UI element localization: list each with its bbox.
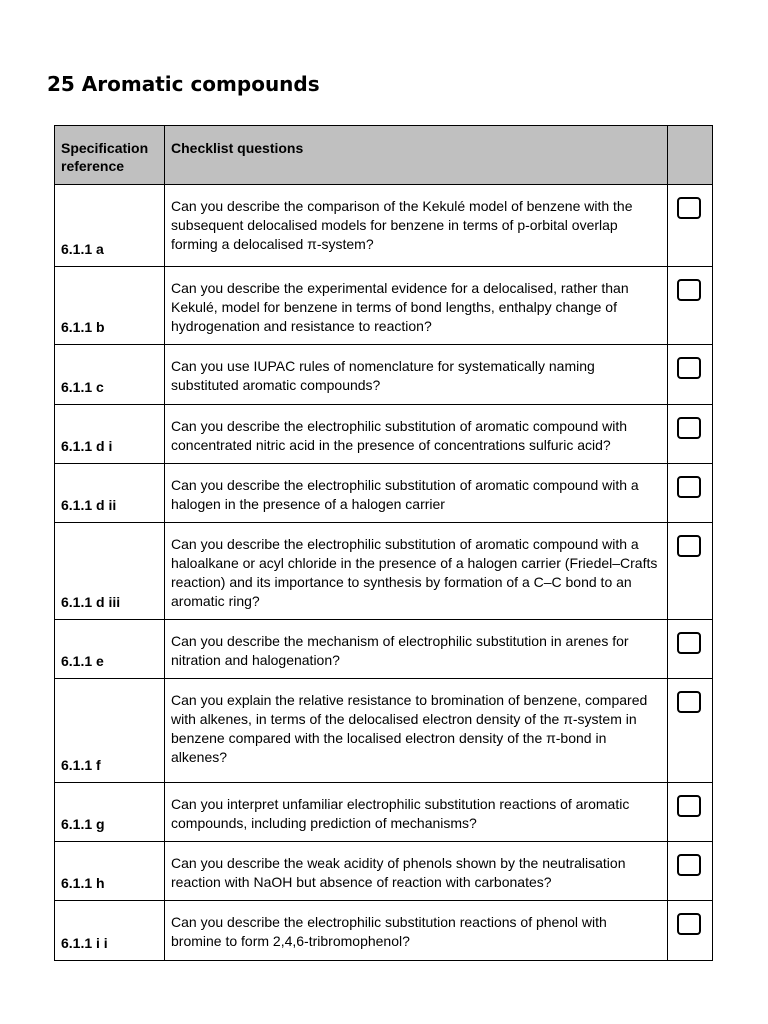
page-title: 25 Aromatic compounds xyxy=(47,72,320,96)
checklist-question: Can you describe the mechanism of electrophilic substitution in arenes for nitration and halogenation? xyxy=(165,620,668,679)
table-header-row xyxy=(55,126,713,185)
checkbox[interactable] xyxy=(677,476,701,498)
checkbox[interactable] xyxy=(677,535,701,557)
checkbox[interactable] xyxy=(677,795,701,817)
spec-reference: 6.1.1 b xyxy=(55,267,165,345)
spec-reference: 6.1.1 d i xyxy=(55,405,165,464)
checkbox[interactable] xyxy=(677,913,701,935)
table-row xyxy=(55,620,713,679)
table-row xyxy=(55,901,713,961)
checklist-question: Can you use IUPAC rules of nomenclature for systematically naming substituted aromatic compounds? xyxy=(165,345,668,405)
checklist-question: Can you describe the electrophilic substitution reactions of phenol with bromine to form 2,4,6-tribromophenol? xyxy=(165,901,668,961)
checkbox[interactable] xyxy=(677,357,701,379)
checklist-question: Can you describe the comparison of the Kekulé model of benzene with the subsequent delocalised models for benzene in terms of p-orbital overlap forming a delocalised π-system? xyxy=(165,185,668,267)
table-row xyxy=(55,842,713,901)
checklist-question: Can you describe the electrophilic substitution of aromatic compound with a haloalkane or acyl chloride in the presence of a halogen carrier (Friedel–Crafts reaction) and its importance to synthesis by formation of a C–C bond to an aromatic ring? xyxy=(165,523,668,620)
header-checkbox-column xyxy=(668,126,713,185)
table-row xyxy=(55,405,713,464)
spec-reference: 6.1.1 c xyxy=(55,345,165,405)
checkbox[interactable] xyxy=(677,417,701,439)
spec-reference: 6.1.1 i i xyxy=(55,901,165,961)
checkbox[interactable] xyxy=(677,691,701,713)
checkbox[interactable] xyxy=(677,632,701,654)
table-row xyxy=(55,185,713,267)
table-row xyxy=(55,523,713,620)
header-spec-reference: Specification reference xyxy=(55,126,165,185)
checkbox[interactable] xyxy=(677,197,701,219)
checkbox[interactable] xyxy=(677,854,701,876)
checklist-question: Can you describe the electrophilic substitution of aromatic compound with concentrated nitric acid in the presence of concentrations sulfuric acid? xyxy=(165,405,668,464)
table-row xyxy=(55,267,713,345)
table-row xyxy=(55,783,713,842)
spec-reference: 6.1.1 d iii xyxy=(55,523,165,620)
checklist-question: Can you explain the relative resistance to bromination of benzene, compared with alkenes, in terms of the delocalised electron density of the π-system in benzene compared with the localised electron density of the π-bond in alkenes? xyxy=(165,679,668,783)
table-row xyxy=(55,345,713,405)
checklist-question: Can you describe the weak acidity of phenols shown by the neutralisation reaction with NaOH but absence of reaction with carbonates? xyxy=(165,842,668,901)
checklist-question: Can you interpret unfamiliar electrophilic substitution reactions of aromatic compounds, including prediction of mechanisms? xyxy=(165,783,668,842)
table-row xyxy=(55,464,713,523)
spec-reference: 6.1.1 h xyxy=(55,842,165,901)
table-row xyxy=(55,679,713,783)
checklist-question: Can you describe the electrophilic substitution of aromatic compound with a halogen in the presence of a halogen carrier xyxy=(165,464,668,523)
spec-reference: 6.1.1 d ii xyxy=(55,464,165,523)
spec-reference: 6.1.1 f xyxy=(55,679,165,783)
header-checklist-questions: Checklist questions xyxy=(165,126,668,185)
spec-reference: 6.1.1 a xyxy=(55,185,165,267)
spec-reference: 6.1.1 e xyxy=(55,620,165,679)
checklist-table xyxy=(54,125,713,961)
checklist-question: Can you describe the experimental evidence for a delocalised, rather than Kekulé, model for benzene in terms of bond lengths, enthalpy change of hydrogenation and resistance to reaction? xyxy=(165,267,668,345)
checkbox[interactable] xyxy=(677,279,701,301)
spec-reference: 6.1.1 g xyxy=(55,783,165,842)
